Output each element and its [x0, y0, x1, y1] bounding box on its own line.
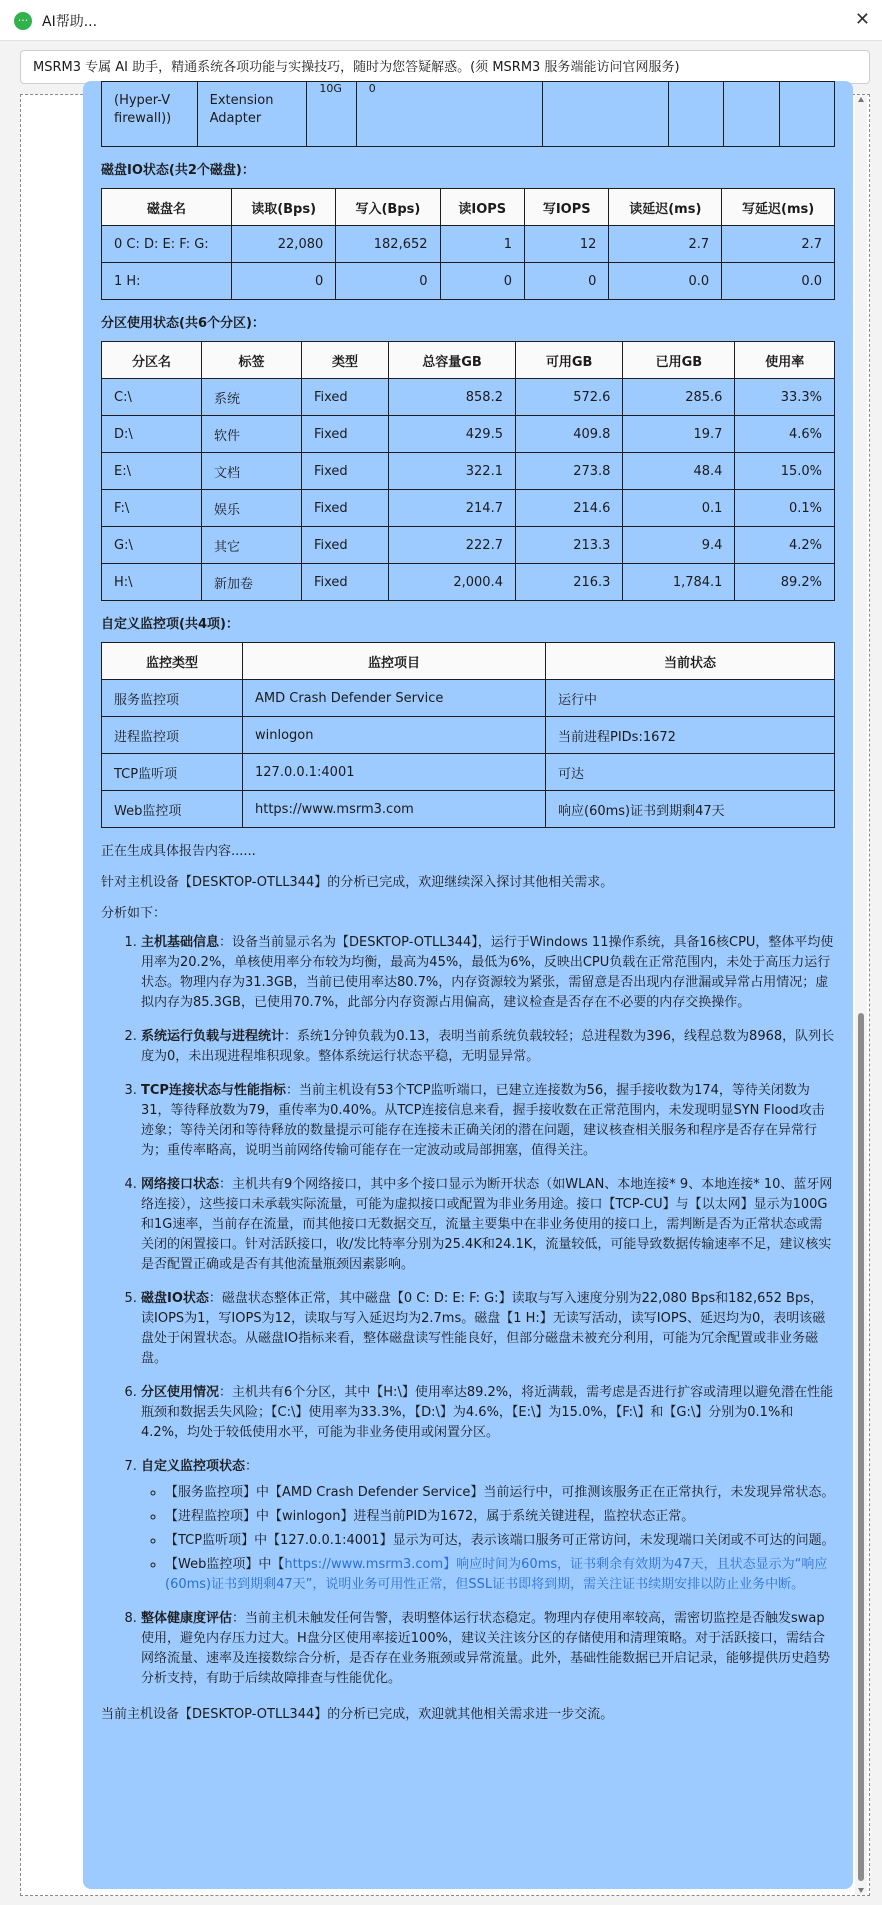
table-cell: 0.1 [623, 490, 735, 527]
list-item [141, 1383, 835, 1443]
close-icon[interactable]: ✕ [854, 9, 870, 30]
item-text: ：系统1分钟负载为0.13，表明当前系统负载较轻；总进程数为396，线程总数为8968，队列长度为0，未出现进程堆积现象。整体系统运行状态平稳，无明显异常。 [141, 1029, 835, 1064]
network-table-tail [101, 81, 835, 147]
table-cell [724, 82, 779, 147]
table-cell: 213.3 [515, 527, 622, 564]
table-cell: 1,784.1 [623, 564, 735, 601]
table-cell: 33.3% [735, 379, 835, 416]
table-cell: 0 [524, 263, 608, 300]
assistant-message [83, 81, 853, 1889]
table-cell: 服务监控项 [102, 680, 243, 717]
item-heading: 磁盘IO状态 [141, 1291, 209, 1306]
table-cell: 2.7 [609, 226, 722, 263]
sub-item: ◦ 【TCP监听项】中【127.0.0.1:4001】显示为可达，表示该端口服务可正常访问，未发现端口关闭或不可达的问题。 [165, 1531, 835, 1551]
table-cell: Fixed [302, 564, 389, 601]
column-header: 磁盘名 [102, 189, 232, 226]
table-cell: 48.4 [623, 453, 735, 490]
table-cell: 19.7 [623, 416, 735, 453]
table-row [102, 564, 835, 601]
list-item [141, 1609, 835, 1689]
sub-item [165, 1555, 835, 1595]
list-item [141, 1289, 835, 1369]
table-cell: H:\ [102, 564, 202, 601]
web-monitor-link[interactable]: https://www.msrm3.com [243, 791, 546, 828]
table-row [102, 791, 835, 828]
monitor-table [101, 642, 835, 828]
table-cell: Fixed [302, 416, 389, 453]
column-header: 写入(Bps) [336, 189, 440, 226]
table-cell: 22,080 [232, 226, 336, 263]
column-header: 类型 [302, 342, 389, 379]
column-header: 读IOPS [440, 189, 524, 226]
table-cell: 322.1 [389, 453, 516, 490]
table-cell: 4.2% [735, 527, 835, 564]
column-header: 分区名 [102, 342, 202, 379]
table-cell: 409.8 [515, 416, 622, 453]
table-cell: 运行中 [546, 680, 835, 717]
scroll-up-icon[interactable] [858, 97, 864, 102]
generating-text: 正在生成具体报告内容...... [101, 844, 256, 859]
table-cell: 1 H: [102, 263, 232, 300]
disk-io-table [101, 188, 835, 300]
list-item [141, 1457, 835, 1595]
item-heading: TCP连接状态与性能指标 [141, 1083, 286, 1098]
table-cell: 其它 [202, 527, 302, 564]
table-cell: 858.2 [389, 379, 516, 416]
final-message: 当前主机设备【DESKTOP-OTLL344】的分析已完成，欢迎就其他相关需求进一步交流。 [101, 1707, 614, 1722]
list-item [141, 1027, 835, 1067]
table-cell [542, 82, 668, 147]
table-cell: 4.6% [735, 416, 835, 453]
column-header: 标签 [202, 342, 302, 379]
table-header-row [102, 342, 835, 379]
table-cell: 0 [440, 263, 524, 300]
table-row [102, 754, 835, 791]
sub-item-prefix: 【Web监控项】中【 [165, 1557, 285, 1572]
item-text: ：磁盘状态整体正常，其中磁盘【0 C: D: E: F: G:】读取与写入速度分别为22,080 Bps和182,652 Bps，读IOPS为1，写IOPS为12，读取与写入延迟均为2.7ms。磁盘【1 H:】无读写活动，读写IOPS、延迟均为0，表明该磁盘处于闲置状态。从磁盘IO指标来看，整体磁盘读写性能良好，但部分磁盘未被充分利用，可能为冗余配置或非业务磁盘。 [141, 1291, 826, 1366]
table-cell: 10G [307, 82, 356, 147]
table-row [102, 490, 835, 527]
table-cell: 娱乐 [202, 490, 302, 527]
table-cell: 429.5 [389, 416, 516, 453]
table-cell: 响应(60ms)证书到期剩47天 [546, 791, 835, 828]
done-message: 针对主机设备【DESKTOP-OTLL344】的分析已完成，欢迎继续深入探讨其他相关需求。 [101, 875, 614, 890]
table-cell: 进程监控项 [102, 717, 243, 754]
column-header: 读延迟(ms) [609, 189, 722, 226]
assistant-intro: MSRM3 专属 AI 助手，精通系统各项功能与实操技巧，随时为您答疑解惑。(须 MSRM3 服务端能访问官网服务) [20, 50, 870, 84]
chat-scroll-pane[interactable] [20, 82, 870, 1896]
table-cell: 0.0 [722, 263, 835, 300]
column-header: 读取(Bps) [232, 189, 336, 226]
chat-icon: ··· [14, 12, 32, 30]
scroll-down-icon[interactable] [858, 1888, 864, 1893]
column-header: 使用率 [735, 342, 835, 379]
monitor-heading: 自定义监控项(共4项)： [101, 617, 239, 632]
table-cell: 文档 [202, 453, 302, 490]
item-heading: 整体健康度评估 [141, 1611, 233, 1626]
item-text: ：当前主机未触发任何告警，表明整体运行状态稳定。物理内存使用率较高，需密切监控是否触发swap使用，避免内存压力过大。H盘分区使用率接近100%，建议关注该分区的存储使用和清理策略。对于活跃接口，需结合网络流量、速率及连接数综合分析，是否存在业务瓶颈或异常流量。此外，基础性能数据已开启记录，能够提供历史趋势分析支持，有助于后续故障排查与性能优化。 [141, 1611, 831, 1686]
table-row [102, 379, 835, 416]
analysis-intro: 分析如下： [101, 906, 167, 921]
item-heading: 分区使用情况 [141, 1385, 220, 1400]
column-header: 写延迟(ms) [722, 189, 835, 226]
table-cell: 1 [440, 226, 524, 263]
sub-item: ◦ 【服务监控项】中【AMD Crash Defender Service】当前运行中，可推测该服务正在正常执行，未发现异常状态。 [165, 1483, 835, 1503]
sub-item: ◦ 【进程监控项】中【winlogon】进程当前PID为1672，属于系统关键进程，监控状态正常。 [165, 1507, 835, 1527]
table-cell: D:\ [102, 416, 202, 453]
column-header: 写IOPS [524, 189, 608, 226]
partition-heading: 分区使用状态(共6个分区)： [101, 316, 265, 331]
partition-table [101, 341, 835, 601]
table-cell: Fixed [302, 379, 389, 416]
table-cell: 系统 [202, 379, 302, 416]
table-cell: 可达 [546, 754, 835, 791]
window-title: AI帮助... [42, 14, 98, 30]
monitor-sublist [141, 1483, 835, 1595]
table-cell: AMD Crash Defender Service [243, 680, 546, 717]
table-cell: 214.6 [515, 490, 622, 527]
table-row [102, 416, 835, 453]
item-text: ：当前主机设有53个TCP监听端口，已建立连接数为56，握手接收数为174，等待关闭数为31，等待释放数为79，重传率为0.40%。从TCP连接信息来看，握手接收数在正常范围内，未发现明显SYN Flood攻击迹象；等待关闭和等待释放的数量提示可能存在连接未正确关闭的潜在问题，建议核查相关服务和程序是否存在异常行为；重传率略高，说明当前网络传输可能存在一定波动或局部拥塞，值得关注。 [141, 1083, 825, 1158]
column-header: 监控项目 [243, 643, 546, 680]
disk-io-heading: 磁盘IO状态(共2个磁盘)： [101, 163, 255, 178]
table-header-row [102, 189, 835, 226]
table-cell [668, 82, 723, 147]
table-cell: G:\ [102, 527, 202, 564]
table-cell: C:\ [102, 379, 202, 416]
item-heading: 网络接口状态 [141, 1177, 220, 1192]
table-cell: 软件 [202, 416, 302, 453]
analysis-list [101, 933, 835, 1689]
table-cell: Fixed [302, 527, 389, 564]
table-cell: 新加卷 [202, 564, 302, 601]
table-cell: 2,000.4 [389, 564, 516, 601]
column-header: 总容量GB [389, 342, 516, 379]
item-text: ： [245, 1459, 259, 1474]
item-text: ：主机共有6个分区，其中【H:\】使用率达89.2%，将近满载，需考虑是否进行扩容或清理以避免潜在性能瓶颈和数据丢失风险；【C:\】使用率为33.3%，【D:\】为4.6%，【E:\】为15.0%，【F:\】和【G:\】分别为0.1%和4.2%，均处于较低使用水平，可能为非业务使用或闲置分区。 [141, 1385, 834, 1440]
table-cell: 214.7 [389, 490, 516, 527]
table-cell: 2.7 [722, 226, 835, 263]
table-row [102, 263, 835, 300]
table-cell: 182,652 [336, 226, 440, 263]
column-header: 已用GB [623, 342, 735, 379]
list-item [141, 1081, 835, 1161]
table-row [102, 453, 835, 490]
table-cell: TCP监听项 [102, 754, 243, 791]
vertical-scrollbar[interactable] [855, 95, 867, 1895]
list-item [141, 933, 835, 1013]
table-cell: F:\ [102, 490, 202, 527]
table-row [102, 527, 835, 564]
web-link[interactable]: https://www.msrm3.com】响应时间为60ms，证书剩余有效期为47天，且状态显示为“响应(60ms)证书到期剩47天”，说明业务可用性正常，但SSL证书即将到期，需关注证书续期安排以防止业务中断。 [165, 1557, 828, 1592]
item-heading: 系统运行负载与进程统计 [141, 1029, 285, 1044]
table-row [102, 680, 835, 717]
title-bar [0, 0, 882, 41]
column-header: 可用GB [515, 342, 622, 379]
table-cell: 89.2% [735, 564, 835, 601]
table-cell: E:\ [102, 453, 202, 490]
column-header: 监控类型 [102, 643, 243, 680]
table-cell: 0.1% [735, 490, 835, 527]
table-cell: Web监控项 [102, 791, 243, 828]
table-cell: Extension Adapter [197, 82, 307, 147]
table-cell: Fixed [302, 453, 389, 490]
scroll-thumb[interactable] [858, 1013, 864, 1881]
table-cell: 0 C: D: E: F: G: [102, 226, 232, 263]
table-cell: 0.0 [609, 263, 722, 300]
table-row [102, 717, 835, 754]
table-cell [779, 82, 834, 147]
item-heading: 主机基础信息 [141, 935, 220, 950]
table-cell: 0 [356, 82, 542, 147]
table-cell: 当前进程PIDs:1672 [546, 717, 835, 754]
table-cell: 216.3 [515, 564, 622, 601]
table-cell: 572.6 [515, 379, 622, 416]
table-cell: 127.0.0.1:4001 [243, 754, 546, 791]
table-cell: Fixed [302, 490, 389, 527]
column-header: 当前状态 [546, 643, 835, 680]
table-cell: 12 [524, 226, 608, 263]
table-cell: 285.6 [623, 379, 735, 416]
list-item [141, 1175, 835, 1275]
table-cell: 15.0% [735, 453, 835, 490]
table-cell: 9.4 [623, 527, 735, 564]
table-cell: (Hyper-V firewall)) [102, 82, 198, 147]
table-cell: 222.7 [389, 527, 516, 564]
item-text: ：主机共有9个网络接口，其中多个接口显示为断开状态（如WLAN、本地连接* 9、本地连接* 10、蓝牙网络连接），这些接口未承载实际流量，可能为虚拟接口或配置为非业务用途。接口【TCP-CU】与【以太网】显示为100G和1G速率，当前存在流量，而其他接口无数据交互，流量主要集中在非业务使用的接口上，需判断是否为正常状态或需关闭的闲置接口。针对活跃接口，收/发比特率分别为25.4K和24.1K，流量较低，可能导致数据传输速率不足，建议核实是否配置正确或是否有其他流量瓶颈因素影响。 [141, 1177, 833, 1272]
table-cell: 273.8 [515, 453, 622, 490]
table-cell: 0 [336, 263, 440, 300]
table-cell: winlogon [243, 717, 546, 754]
table-header-row [102, 643, 835, 680]
table-cell: 0 [232, 263, 336, 300]
item-heading: 自定义监控项状态 [141, 1459, 246, 1474]
item-text: ：设备当前显示名为【DESKTOP-OTLL344】，运行于Windows 11操作系统，具备16核CPU，整体平均使用率为20.2%，单核使用率分布较为均衡，最高为45%，最低为6%，反映出CPU负载在正常范围内，未处于高压力运行状态。物理内存为31.3GB，当前已使用率达80.7%，内存资源较为紧张，需留意是否出现内存泄漏或异常占用情况；虚拟内存为85.3GB，已使用70.7%，此部分内存资源占用偏高，建议检查是否存在不必要的内存交换操作。 [141, 935, 834, 1010]
table-row [102, 226, 835, 263]
